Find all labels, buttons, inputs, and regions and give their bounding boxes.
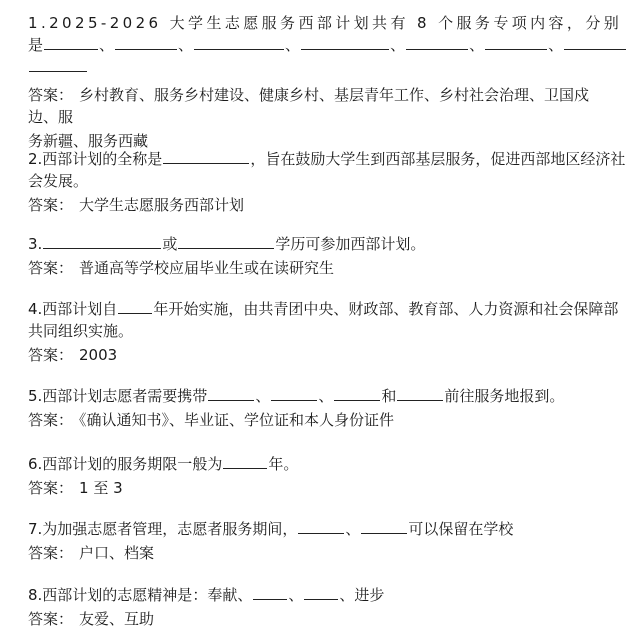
- answer: 答案： 《确认通知书》、毕业证、学位证和本人身份证件: [28, 411, 395, 429]
- question-text: 2.西部计划的全称是 ，旨在鼓励大学生到西部基层服务，促进西部地区经济社: [28, 150, 626, 168]
- question-7: [28, 518, 618, 564]
- blank: [301, 35, 389, 50]
- question-text: 3. 或 学历可参加西部计划。: [28, 235, 426, 253]
- blank: [406, 35, 468, 50]
- blank: [298, 519, 344, 534]
- blank: [564, 35, 626, 50]
- answer: 答案： 友爱、互助: [28, 610, 155, 628]
- answer: 答案： 普通高等学校应届毕业生或在读研究生: [28, 259, 335, 277]
- question-text: 5.西部计划志愿者需要携带 、 、 和 前往服务地报到。: [28, 387, 565, 405]
- question-text: 是 、 、 、 、 、 、: [28, 34, 618, 56]
- blank: [208, 386, 254, 401]
- answer-continued: 务新疆、服务西藏: [28, 132, 149, 150]
- question-text: 7.为加强志愿者管理，志愿者服务期间， 、 可以保留在学校: [28, 520, 514, 538]
- question-text: 6.西部计划的服务期限一般为 年。: [28, 455, 299, 473]
- answer: 答案： 大学生志愿服务西部计划: [28, 196, 245, 214]
- question-8: [28, 584, 618, 630]
- blank: [115, 35, 177, 50]
- question-3: [28, 233, 618, 279]
- blank: [118, 299, 152, 314]
- question-2: 2.西部计划的全称是 ，旨在鼓励大学生到西部基层服务，促进西部地区经济社 会发展。 答案： 大学生志愿服务西部计划: [28, 150, 626, 214]
- blank: [485, 35, 547, 50]
- blank: [163, 149, 249, 164]
- answer: 答案： 2003: [28, 346, 118, 364]
- blank: [397, 386, 443, 401]
- question-5: [28, 385, 618, 431]
- blank: [361, 519, 407, 534]
- blank: [304, 585, 338, 600]
- blank: [271, 386, 317, 401]
- question-6: [28, 453, 618, 499]
- blank: [223, 454, 267, 469]
- blank: [44, 35, 98, 50]
- question-1: [28, 12, 623, 152]
- answer: 答案： 1 至 3: [28, 479, 123, 497]
- answer: 答案： 乡村教育、服务乡村建设、健康乡村、基层青年工作、乡村社会治理、卫国戍边、服: [28, 86, 590, 126]
- blank: [178, 234, 274, 249]
- answer: 答案： 户口、档案: [28, 544, 155, 562]
- question-text: 8.西部计划的志愿精神是：奉献、 、 、进步: [28, 586, 385, 604]
- blank: [334, 386, 380, 401]
- blank: [253, 585, 287, 600]
- blank: [29, 57, 87, 72]
- blank: [194, 35, 284, 50]
- question-text: 1.2025-2026 大学生志愿服务西部计划共有 8 个服务专项内容，分别: [28, 14, 623, 32]
- question-4: 4.西部计划自 年开始实施，由共青团中央、财政部、教育部、人力资源和社会保障部 共同组织实施。 答案： 2003: [28, 300, 619, 364]
- blank: [43, 234, 161, 249]
- question-text: 4.西部计划自 年开始实施，由共青团中央、财政部、教育部、人力资源和社会保障部: [28, 300, 619, 318]
